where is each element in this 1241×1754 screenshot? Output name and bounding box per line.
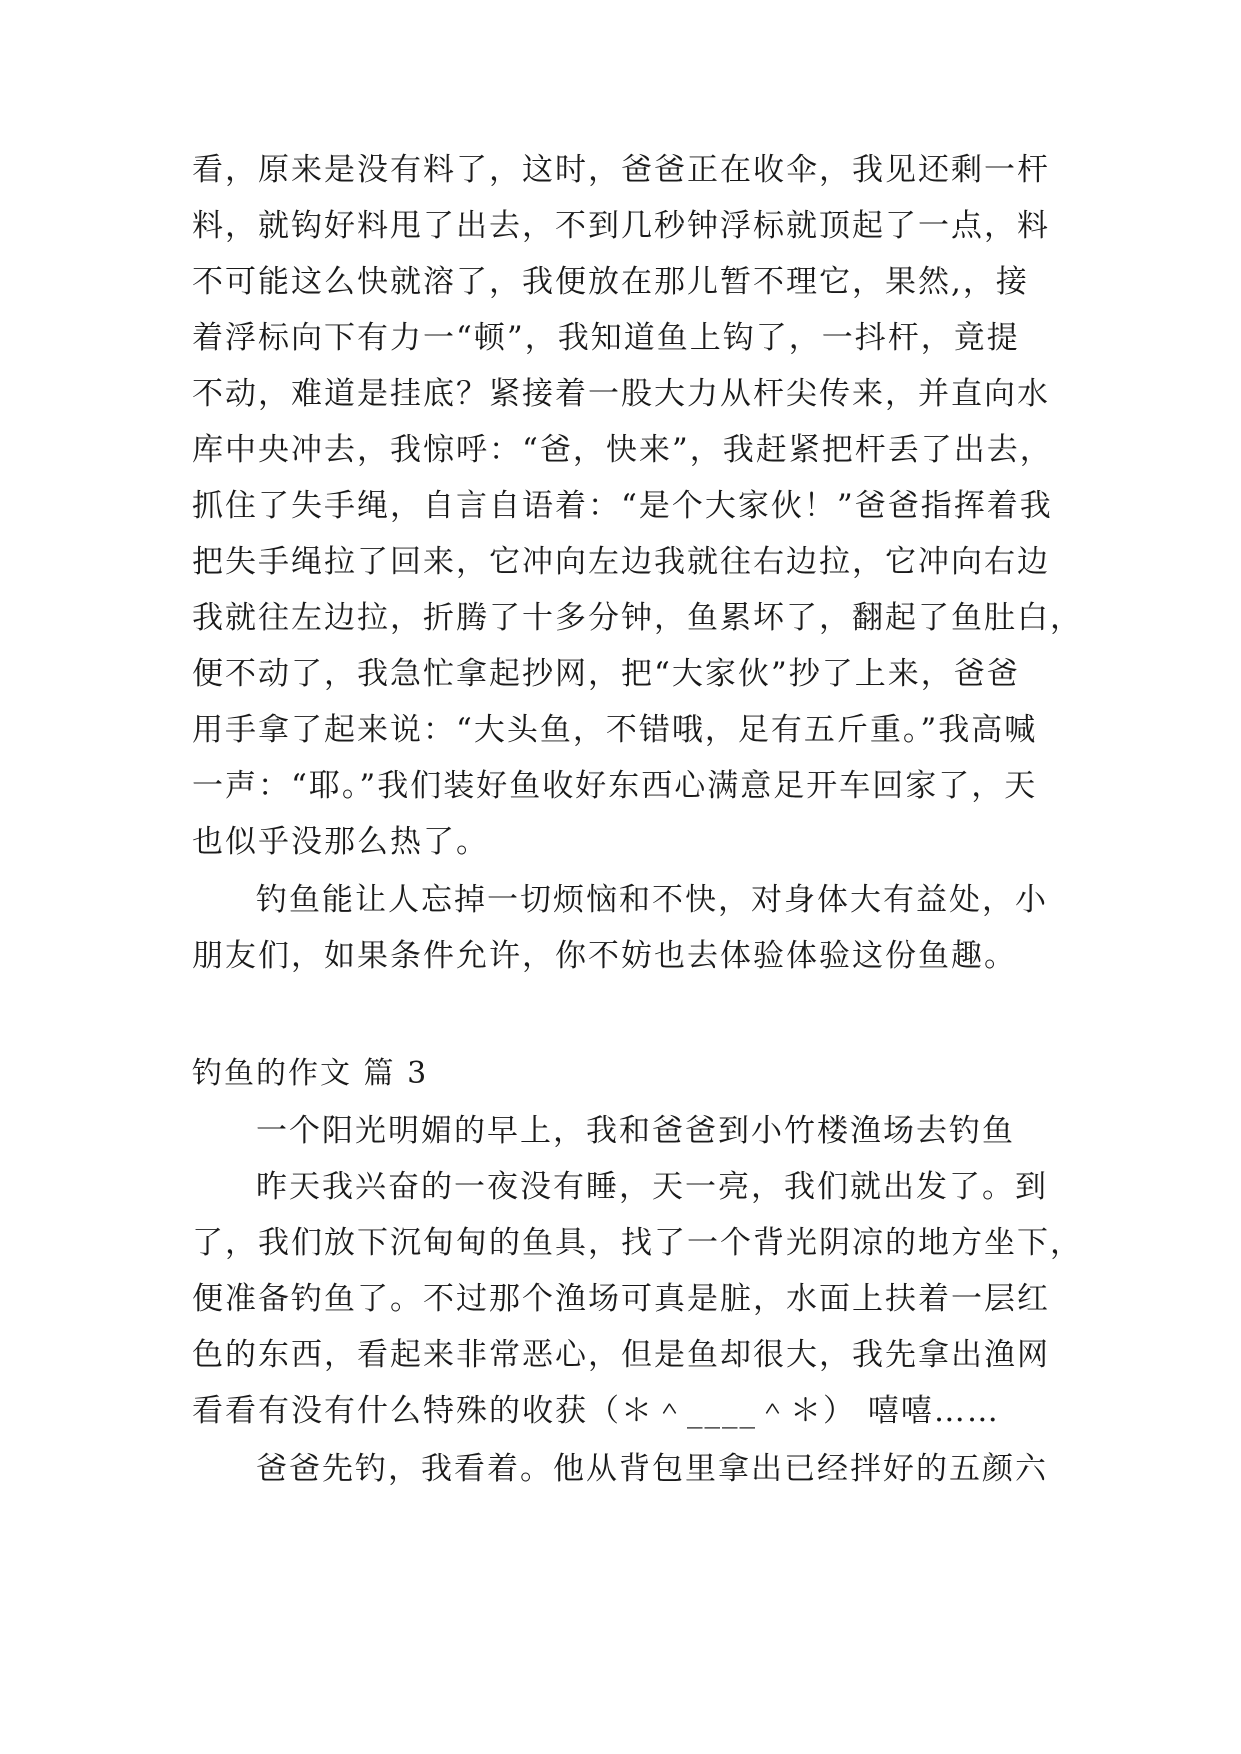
section-heading: 钓鱼的作文 篇 3 (192, 1056, 429, 1091)
paragraph-line: 一个阳光明媚的早上，我和爸爸到小竹楼渔场去钓鱼 (256, 1113, 1015, 1149)
paragraph-line: 抓住了失手绳，自言自语着：“是个大家伙！”爸爸指挥着我 (192, 488, 1053, 524)
paragraph-line: 把失手绳拉了回来，它冲向左边我就往右边拉，它冲向右边 (192, 544, 1050, 580)
paragraph-line: 便不动了，我急忙拿起抄网，把“大家伙”抄了上来，爸爸 (192, 656, 1020, 692)
paragraph-line: 库中央冲去，我惊呼：“爸，快来”，我赶紧把杆丢了出去， (192, 432, 1053, 468)
paragraph-line: 钓鱼能让人忘掉一切烦恼和不快，对身体大有益处，小 (256, 882, 1048, 918)
paragraph-line: 昨天我兴奋的一夜没有睡，天一亮，我们就出发了。到 (256, 1169, 1048, 1205)
paragraph-line: 我就往左边拉，折腾了十多分钟，鱼累坏了，翻起了鱼肚白， (192, 600, 1083, 636)
paragraph-line: 看，原来是没有料了，这时，爸爸正在收伞，我见还剩一杆 (192, 152, 1050, 188)
paragraph-line: 看看有没有什么特殊的收获（＊＾____＾＊） 嘻嘻…… (192, 1393, 1000, 1429)
paragraph-line: 也似乎没那么热了。 (192, 824, 489, 860)
paragraph-line: 朋友们，如果条件允许，你不妨也去体验体验这份鱼趣。 (192, 938, 1017, 974)
paragraph-line: 了，我们放下沉甸甸的鱼具，找了一个背光阴凉的地方坐下， (192, 1225, 1083, 1261)
paragraph-line: 着浮标向下有力一“顿”，我知道鱼上钩了，一抖杆，竟提 (192, 320, 1020, 356)
paragraph-line: 不动，难道是挂底？紧接着一股大力从杆尖传来，并直向水 (192, 376, 1050, 412)
paragraph-line: 便准备钓鱼了。不过那个渔场可真是脏，水面上扶着一层红 (192, 1281, 1050, 1317)
paragraph-line: 料，就钩好料甩了出去，不到几秒钟浮标就顶起了一点，料 (192, 208, 1050, 244)
paragraph-line: 爸爸先钓，我看着。他从背包里拿出已经拌好的五颜六 (256, 1451, 1048, 1487)
paragraph-line: 一声：“耶。”我们装好鱼收好东西心满意足开车回家了，天 (192, 768, 1038, 804)
paragraph-line: 不可能这么快就溶了，我便放在那儿暂不理它，果然,，接 (192, 264, 1029, 300)
paragraph-line: 用手拿了起来说：“大头鱼，不错哦，足有五斤重。”我高喊 (192, 712, 1038, 748)
paragraph-line: 色的东西，看起来非常恶心，但是鱼却很大，我先拿出渔网 (192, 1337, 1050, 1373)
